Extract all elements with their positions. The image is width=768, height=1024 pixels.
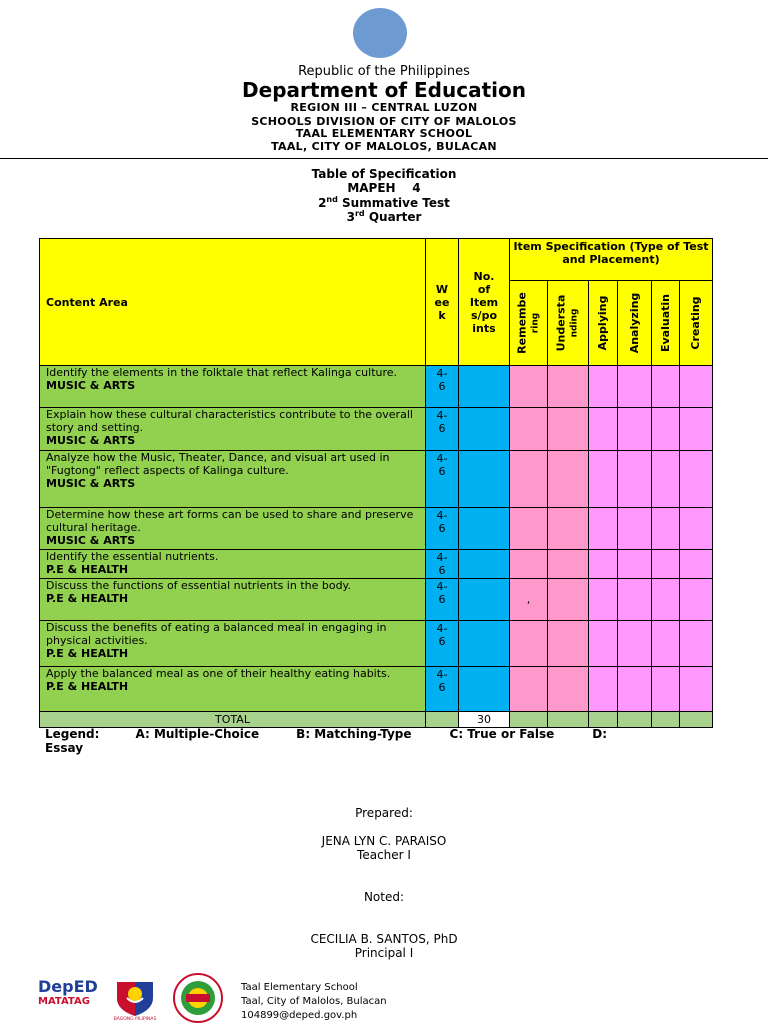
footer-school-address: Taal, City of Malolos, Bulacan (241, 996, 387, 1007)
table-row (40, 366, 713, 408)
week-cell (426, 366, 459, 408)
content-area-cell (40, 408, 426, 451)
spec-cell (618, 451, 652, 508)
content-area-cell (40, 451, 426, 508)
total-spec-cell (618, 712, 652, 728)
content-area-cell (40, 366, 426, 408)
spec-cell (652, 667, 680, 712)
spec-cell (548, 508, 589, 550)
competency-text: Apply the balanced meal as one of their healthy eating habits. (46, 667, 391, 680)
competency-text: Identify the essential nutrients. (46, 550, 219, 563)
legend (45, 727, 705, 755)
week-value: 4-6 (436, 580, 448, 606)
spec-cell (680, 621, 713, 667)
spec-cell (680, 579, 713, 621)
items-cell (459, 408, 510, 451)
legend-a: A: Multiple-Choice (135, 727, 260, 741)
spec-cell (510, 667, 548, 712)
spec-cell (618, 621, 652, 667)
header-week: W ee k (426, 239, 459, 366)
spec-cell (618, 408, 652, 451)
spec-cell (510, 451, 548, 508)
spec-mark: , (526, 593, 531, 606)
header-analyzing: Analyzing (618, 281, 652, 366)
spec-cell (652, 508, 680, 550)
header-items: No. of Item s/po ints (459, 239, 510, 366)
week-cell (426, 621, 459, 667)
legend-c: C: True or False (449, 727, 555, 741)
competency-text: Identify the elements in the folktale that reflect Kalinga culture. (46, 366, 398, 379)
prepared-title: Teacher I (357, 848, 411, 862)
header-remembering: Remembe ring (510, 281, 548, 366)
subject-label: P.E & HEALTH (46, 647, 129, 660)
content-area-cell (40, 667, 426, 712)
doc-test-name: 2nd Summative Test (318, 195, 450, 210)
spec-cell (548, 621, 589, 667)
spec-cell (618, 550, 652, 579)
table-row (40, 508, 713, 550)
week-cell (426, 451, 459, 508)
spec-cell (680, 366, 713, 408)
spec-cell (589, 579, 618, 621)
items-cell (459, 550, 510, 579)
spec-cell (652, 451, 680, 508)
week-value: 4-6 (436, 551, 448, 577)
content-area-cell (40, 579, 426, 621)
total-label: TOTAL (40, 712, 426, 728)
svg-text:BAGONG PILIPINAS: BAGONG PILIPINAS (113, 1017, 157, 1020)
spec-cell (652, 366, 680, 408)
bagong-pilipinas-logo (111, 972, 159, 1020)
prepared-name: JENA LYN C. PARAISO (321, 834, 447, 848)
legend-b: B: Matching-Type (296, 727, 412, 741)
total-spec-cell (510, 712, 548, 728)
week-cell (426, 579, 459, 621)
doc-title: Table of Specification (311, 167, 457, 181)
items-cell (459, 579, 510, 621)
footer-school-email: 104899@deped.gov.ph (241, 1010, 358, 1021)
spec-cell (618, 579, 652, 621)
total-spec-cell (652, 712, 680, 728)
spec-cell (510, 621, 548, 667)
header-item-specification: Item Specification (Type of Test and Placement) (510, 239, 713, 281)
prepared-label: Prepared: (355, 806, 413, 820)
week-cell (426, 550, 459, 579)
department-heading: Department of Education (242, 78, 526, 102)
spec-cell (589, 621, 618, 667)
spec-cell (589, 408, 618, 451)
competency-text: Discuss the benefits of eating a balanced meal in engaging in physical activities. (46, 621, 387, 647)
spec-cell (618, 366, 652, 408)
table-row (40, 667, 713, 712)
spec-cell (680, 408, 713, 451)
table-row (40, 451, 713, 508)
spec-cell (680, 508, 713, 550)
spec-cell (589, 508, 618, 550)
spec-cell (652, 621, 680, 667)
legend-label: Legend: (45, 727, 100, 741)
week-value: 4-6 (436, 367, 448, 393)
competency-text: Discuss the functions of essential nutrients in the body. (46, 579, 351, 592)
spec-cell (589, 667, 618, 712)
spec-cell (652, 408, 680, 451)
items-cell (459, 621, 510, 667)
subject-label: MUSIC & ARTS (46, 434, 136, 447)
republic-heading: Republic of the Philippines (298, 64, 470, 79)
header-evaluating: Evaluatin (652, 281, 680, 366)
header-divider (0, 158, 768, 159)
spec-cell (680, 451, 713, 508)
week-value: 4-6 (436, 409, 448, 435)
spec-cell (510, 579, 548, 621)
items-cell (459, 366, 510, 408)
noted-label: Noted: (363, 890, 405, 904)
content-area-cell (40, 508, 426, 550)
spec-cell (589, 550, 618, 579)
noted-name: CECILIA B. SANTOS, PhD (310, 932, 458, 946)
competency-text: Explain how these cultural characteristics contribute to the overall story and setting. (46, 408, 413, 434)
total-week-cell (426, 712, 459, 728)
header-understanding: Understa nding (548, 281, 589, 366)
spec-cell (510, 508, 548, 550)
spec-cell (548, 366, 589, 408)
doc-quarter: 3rd Quarter (346, 209, 422, 224)
competency-text: Determine how these art forms can be used to share and preserve cultural heritage. (46, 508, 414, 534)
table-row (40, 579, 713, 621)
division-heading: SCHOOLS DIVISION OF CITY OF MALOLOS (251, 115, 517, 128)
spec-cell (510, 408, 548, 451)
subject-label: P.E & HEALTH (46, 563, 129, 576)
header-creating: Creating (680, 281, 713, 366)
spec-cell (618, 667, 652, 712)
spec-cell (510, 550, 548, 579)
spec-cell (548, 550, 589, 579)
items-cell (459, 508, 510, 550)
address-heading: TAAL, CITY OF MALOLOS, BULACAN (271, 140, 497, 153)
spec-cell (548, 408, 589, 451)
items-cell (459, 451, 510, 508)
week-value: 4-6 (436, 509, 448, 535)
school-heading: TAAL ELEMENTARY SCHOOL (295, 127, 473, 140)
spec-cell (680, 550, 713, 579)
spec-cell (652, 550, 680, 579)
footer-contact (241, 981, 387, 1023)
total-spec-cell (548, 712, 589, 728)
footer-school-name: Taal Elementary School (241, 982, 358, 993)
footer-logos (38, 970, 233, 1020)
subject-label: MUSIC & ARTS (46, 534, 136, 547)
spec-cell (510, 366, 548, 408)
content-area-cell (40, 621, 426, 667)
legend-d: D: (592, 727, 608, 741)
subject-label: MUSIC & ARTS (46, 379, 136, 392)
spec-cell (589, 451, 618, 508)
spec-cell (618, 508, 652, 550)
week-cell (426, 667, 459, 712)
deped-seal-logo (353, 8, 407, 58)
header-applying: Applying (589, 281, 618, 366)
spec-cell (548, 451, 589, 508)
spec-cell (548, 579, 589, 621)
content-area-cell (40, 550, 426, 579)
school-seal-logo (172, 972, 224, 1024)
week-value: 4-6 (436, 622, 448, 648)
week-cell (426, 408, 459, 451)
spec-cell (548, 667, 589, 712)
legend-d-essay: Essay (45, 741, 84, 755)
subject-label: P.E & HEALTH (46, 592, 129, 605)
spec-cell (680, 667, 713, 712)
week-value: 4-6 (436, 668, 448, 694)
header-content-area: Content Area (40, 239, 426, 366)
spec-cell (652, 579, 680, 621)
subject-label: MUSIC & ARTS (46, 477, 136, 490)
subject-label: P.E & HEALTH (46, 680, 129, 693)
table-row (40, 550, 713, 579)
region-heading: REGION III – CENTRAL LUZON (290, 101, 478, 114)
noted-title: Principal I (354, 946, 414, 960)
deped-matatag-logo: DepED MATATAG (38, 977, 98, 1007)
table-row (40, 408, 713, 451)
table-row (40, 621, 713, 667)
items-cell (459, 667, 510, 712)
total-spec-cell (589, 712, 618, 728)
week-cell (426, 508, 459, 550)
competency-text: Analyze how the Music, Theater, Dance, and visual art used in "Fugtong" reflect aspects of Kalinga culture. (46, 451, 390, 477)
total-items-value: 30 (459, 712, 510, 728)
doc-subject: MAPEH 4 (347, 181, 421, 195)
total-spec-cell (680, 712, 713, 728)
spec-cell (589, 366, 618, 408)
week-value: 4-6 (436, 452, 448, 478)
specification-table (39, 238, 713, 728)
